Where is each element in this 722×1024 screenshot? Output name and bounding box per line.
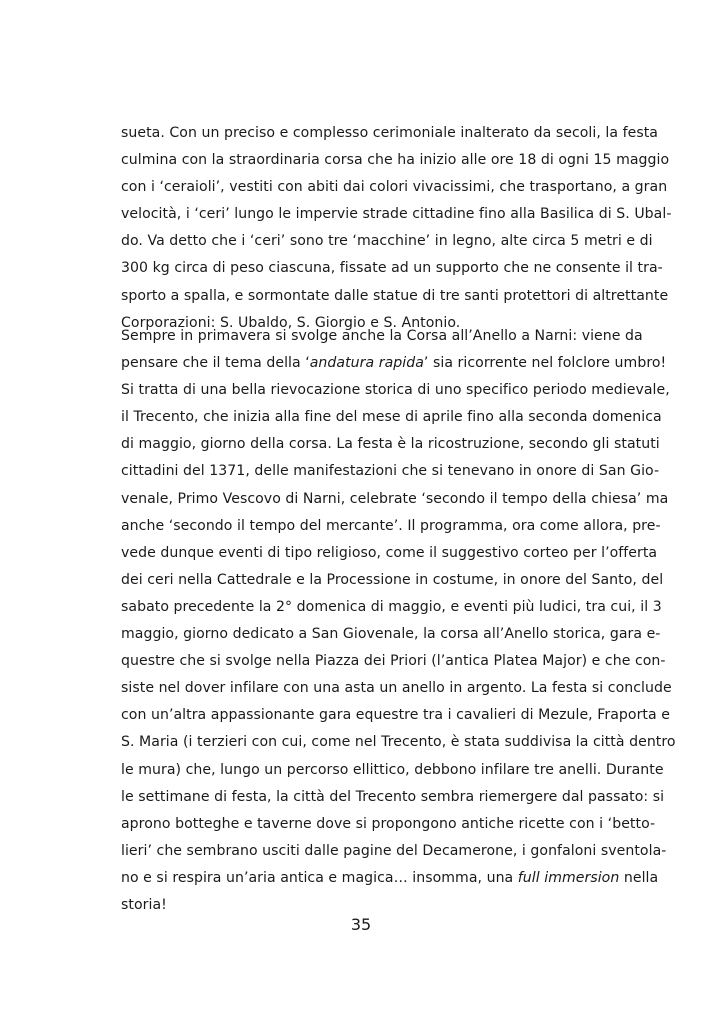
text-line [121, 675, 672, 702]
text-segment: questre che si svolge nella Piazza dei Priori (l’antica Platea Major) e che con- [121, 653, 666, 670]
text-segment: Si tratta di una bella rievocazione storica di uno specifico periodo medievale, [121, 382, 670, 399]
text-line [121, 377, 670, 404]
italic-phrase: andatura rapida [309, 355, 424, 372]
text-segment: aprono botteghe e taverne dove si propongono antiche ricette con i ‘betto- [121, 815, 656, 832]
text-line [121, 757, 664, 784]
paragraph-corsa-anello [121, 323, 676, 919]
italic-phrase: full immersion [517, 869, 620, 886]
text-segment: pensare che il tema della ‘ [121, 355, 310, 372]
text-segment: il Trecento, che inizia alla fine del mese di aprile fino alla seconda domenica [121, 409, 662, 426]
text-segment: sporto a spalla, e sormontate dalle statue di tre santi protettori di altrettante [121, 287, 669, 304]
text-line [121, 567, 664, 594]
text-line [121, 784, 665, 811]
text-line [121, 350, 667, 377]
text-segment: ’ sia ricorrente nel folclore umbro! [423, 355, 667, 372]
text-segment: lieri’ che sembrano usciti dalle pagine del Decamerone, i gonfaloni sventola- [121, 842, 667, 859]
text-line [121, 147, 670, 174]
text-line [121, 283, 669, 310]
text-segment: no e si respira un’aria antica e magica… insomma, una [121, 869, 518, 886]
text-line [121, 513, 661, 540]
text-line [121, 540, 658, 567]
text-line [121, 621, 661, 648]
text-segment: venale, Primo Vescovo di Narni, celebrate ‘secondo il tempo della chiesa’ ma [121, 490, 669, 507]
text-segment: sabato precedente la 2° domenica di maggio, e eventi più ludici, tra cui, il 3 [121, 598, 662, 615]
text-segment: le mura) che, lungo un percorso ellittico, debbono infilare tre anelli. Durante [121, 761, 664, 778]
text-line [121, 729, 676, 756]
text-segment: velocità, i ‘ceri’ lungo le impervie strade cittadine fino alla Basilica di S. Ubal- [121, 206, 672, 223]
text-segment: dei ceri nella Cattedrale e la Processione in costume, in onore del Santo, del [121, 571, 664, 588]
text-segment: do. Va detto che i ‘ceri’ sono tre ‘macchine’ in legno, alte circa 5 metri e di [121, 233, 653, 250]
text-segment: cittadini del 1371, delle manifestazioni che si tenevano in onore di San Gio- [121, 463, 660, 480]
text-segment: vede dunque eventi di tipo religioso, come il suggestivo corteo per l’offerta [121, 544, 658, 561]
text-line [121, 255, 663, 282]
page-number: 35 [350, 915, 372, 934]
paragraph-ceri [121, 120, 672, 337]
text-line [121, 404, 662, 431]
text-line [121, 120, 658, 147]
text-segment: le settimane di festa, la città del Trecento sembra riemergere dal passato: si [121, 788, 665, 805]
text-line [121, 228, 653, 255]
text-segment: storia! [121, 896, 167, 913]
text-line [121, 323, 643, 350]
text-segment: sueta. Con un preciso e complesso cerimoniale inalterato da secoli, la festa [121, 125, 658, 141]
text-segment: con i ‘ceraioli’, vestiti con abiti dai colori vivacissimi, che trasportano, a gran [121, 179, 668, 196]
text-segment: Sempre in primavera si svolge anche la Corsa all’Anello a Narni: viene da [121, 328, 643, 344]
text-segment: 300 kg circa di peso ciascuna, fissate ad un supporto che ne consente il tra- [121, 260, 663, 277]
text-segment: Corporazioni: S. Ubaldo, S. Giorgio e S. Antonio. [121, 314, 461, 331]
text-segment: con un’altra appassionante gara equestre tra i cavalieri di Mezule, Fraporta e [121, 707, 670, 724]
text-segment: S. Maria (i terzieri con cui, come nel Trecento, è stata suddivisa la città dentro [121, 734, 676, 751]
text-segment: di maggio, giorno della corsa. La festa è la ricostruzione, secondo gli statuti [121, 436, 660, 453]
text-segment: culmina con la straordinaria corsa che ha inizio alle ore 18 di ogni 15 maggio [121, 152, 670, 169]
text-line [121, 486, 669, 513]
text-line [121, 648, 666, 675]
text-line [121, 702, 670, 729]
text-segment: anche ‘secondo il tempo del mercante’. Il programma, ora come allora, pre- [121, 517, 661, 534]
text-segment: maggio, giorno dedicato a San Giovenale, la corsa all’Anello storica, gara e- [121, 626, 661, 643]
text-line [121, 201, 672, 228]
text-line [121, 458, 660, 485]
text-segment: nella [619, 869, 659, 886]
text-line [121, 431, 660, 458]
text-line [121, 594, 662, 621]
text-line [121, 865, 659, 892]
text-segment: siste nel dover infilare con una asta un anello in argento. La festa si conclude [121, 680, 672, 697]
text-line [121, 811, 656, 838]
text-line [121, 838, 667, 865]
text-line [121, 174, 668, 201]
